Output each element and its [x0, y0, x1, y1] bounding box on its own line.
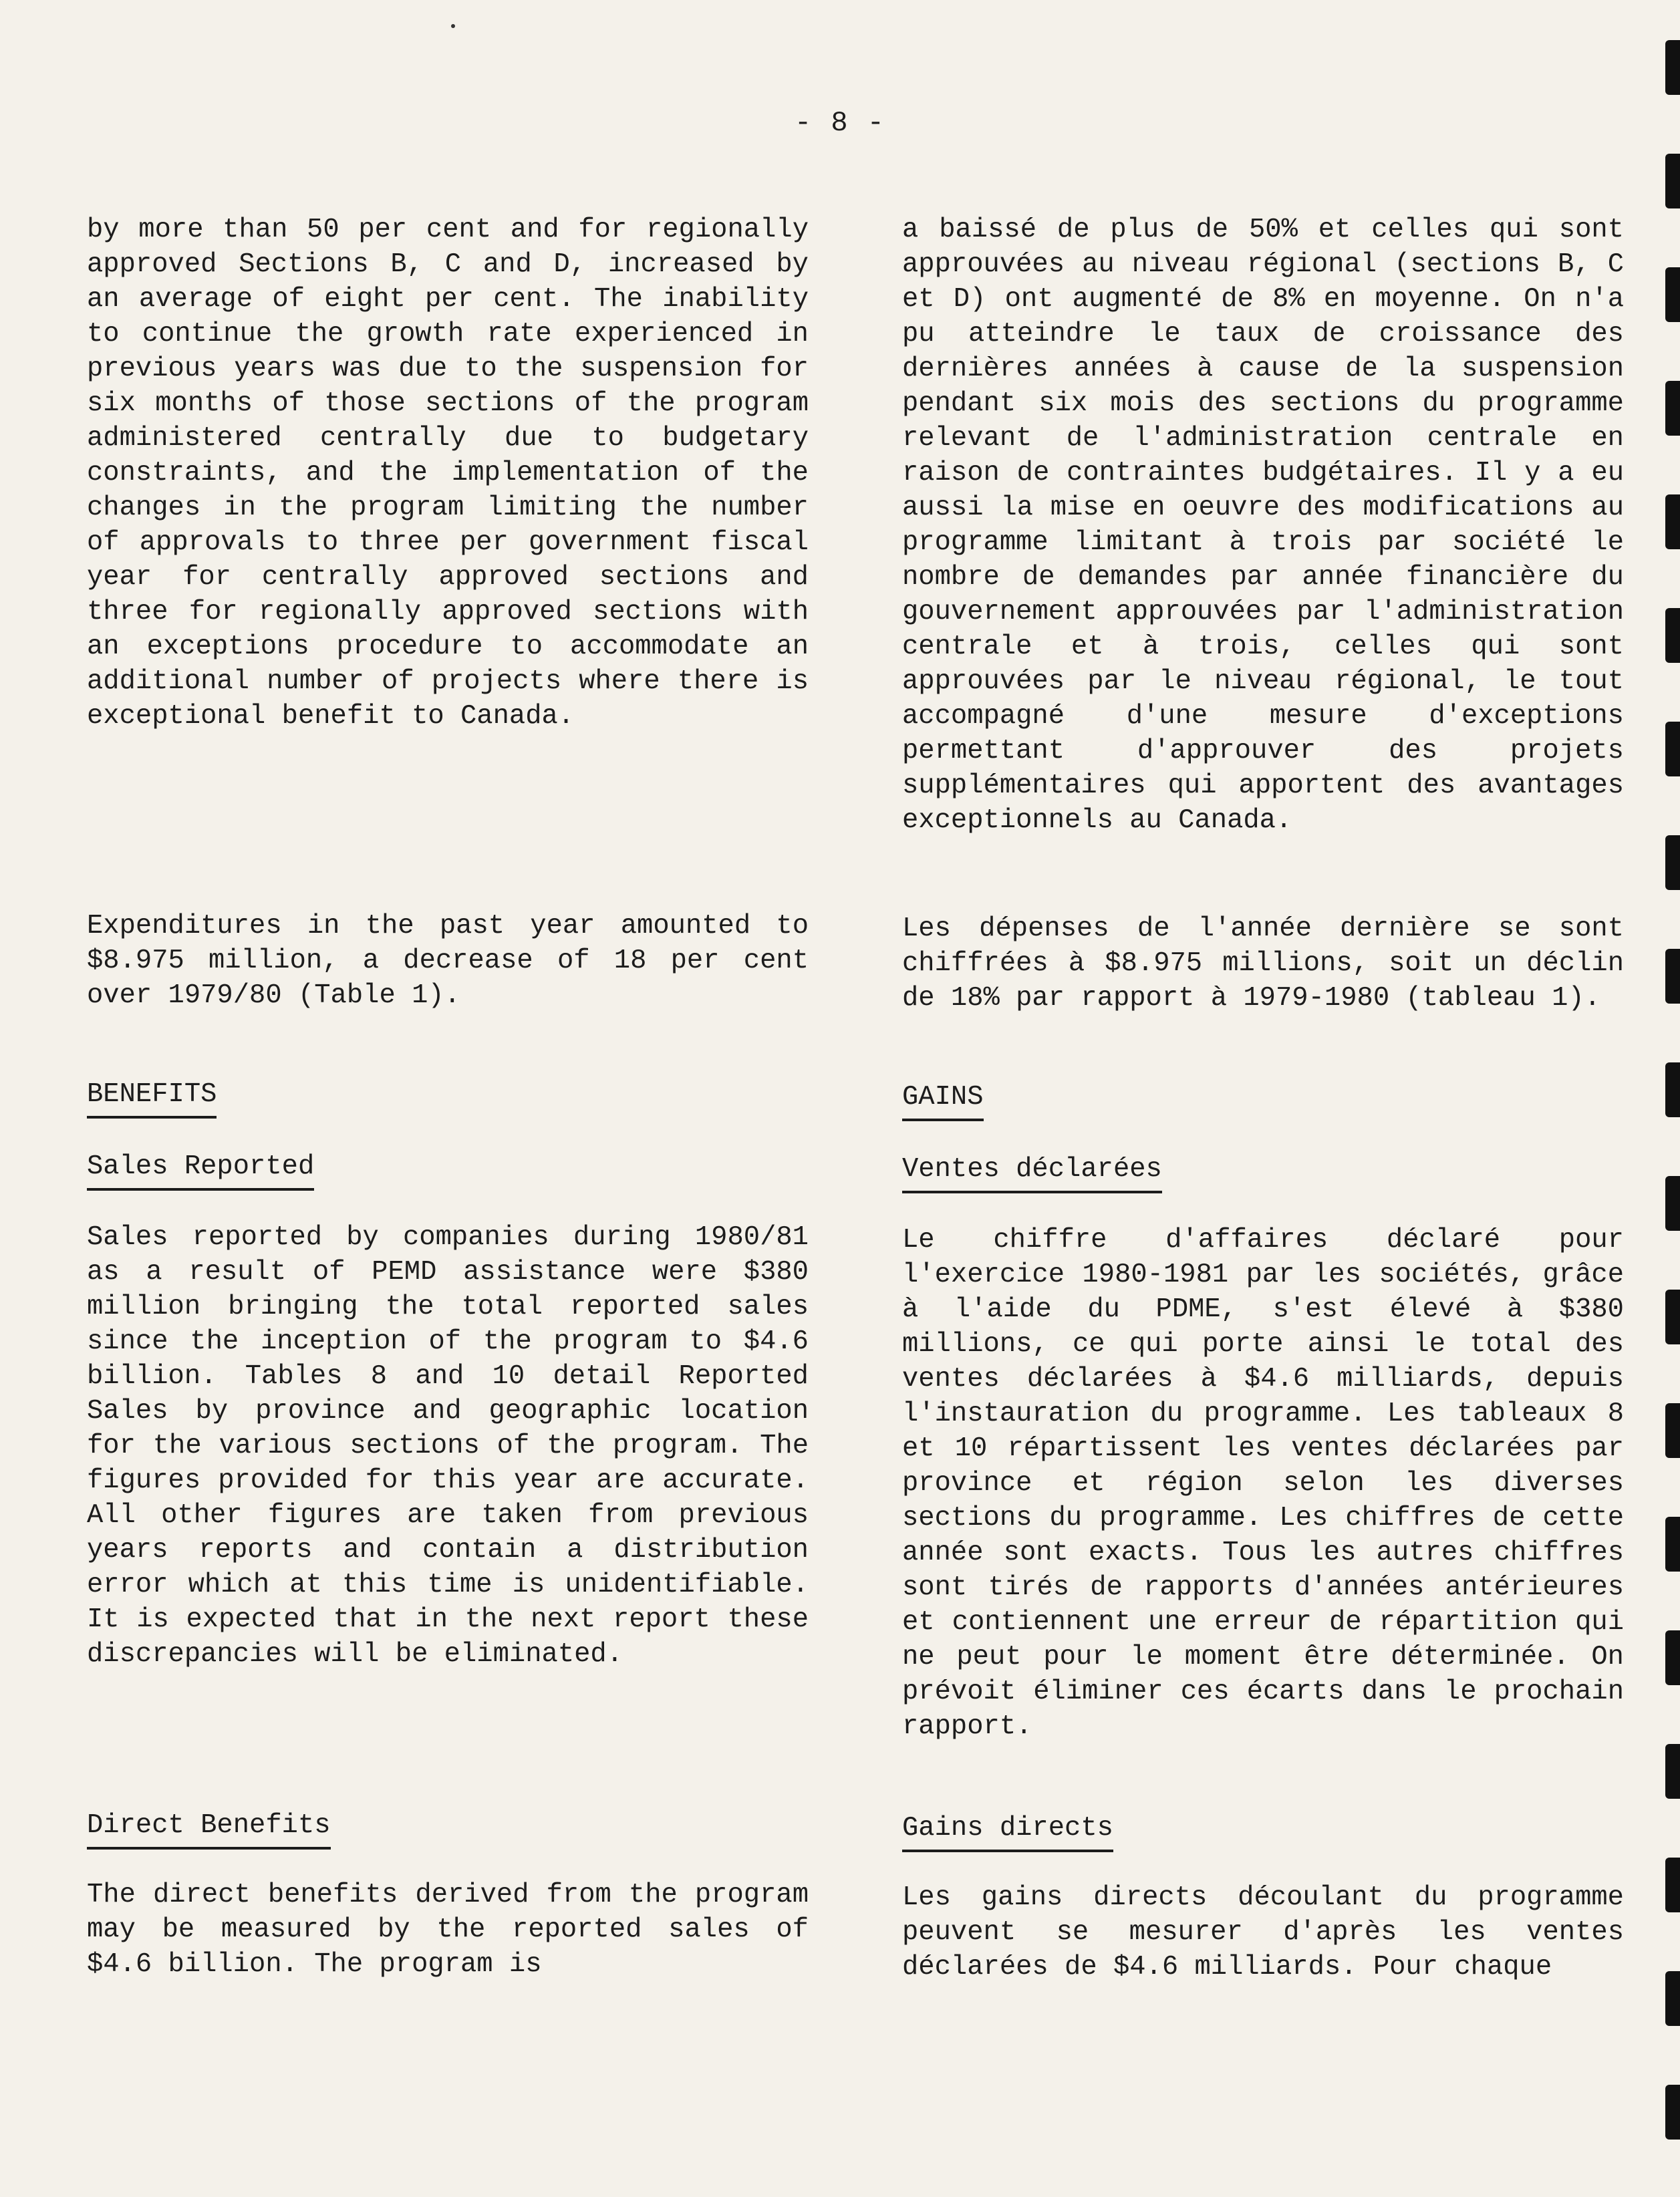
- binding-hole: [1665, 1630, 1680, 1685]
- french-gains-heading-block: [902, 1080, 1624, 1121]
- english-sales-block: [87, 1220, 809, 1672]
- english-expenditures-paragraph: Expenditures in the past year amounted to $8.975 million, a decrease of 18 per cent over 1979/80 (Table 1).: [87, 911, 809, 1011]
- benefits-heading: BENEFITS: [87, 1077, 217, 1119]
- english-sales-paragraph: Sales reported by companies during 1980/81 as a result of PEMD assistance were $380 million bringing the total reported sales since the inception of the program to $4.6 billion. Tables 8 and 10 detail Reported Sales by province and geographic location for the various sections of the program. The figures provided for this year are accurate. All other figures are taken from previous years reports and contain a distribution error which at this time is unidentifiable. It is expected that in the next report these discrepancies will be eliminated.: [87, 1222, 809, 1670]
- binding-hole: [1665, 1403, 1680, 1458]
- ventes-declarees-heading: Ventes déclarées: [902, 1152, 1162, 1193]
- french-paragraph-1-block: [902, 212, 1624, 838]
- stray-mark: [451, 24, 455, 28]
- french-sales-paragraph: Le chiffre d'affaires déclaré pour l'exercice 1980-1981 par les sociétés, grâce à l'aide du PDME, s'est élevé à $380 millions, ce qui porte ainsi le total des ventes déclarées à $4.6 milliards, depuis l'instauration du programme. Les tableaux 8 et 10 répartissent les ventes déclarées par province et région selon les diverses sections du programme. Les chiffres de cette année sont exacts. Tous les autres chiffres sont tirés de rapports d'années antérieures et contiennent une erreur de répartition qui ne peut pour le moment être déterminée. On prévoit éliminer ces écarts dans le prochain rapport.: [902, 1225, 1624, 1742]
- french-direct-heading-block: [902, 1811, 1624, 1852]
- english-direct-block: [87, 1878, 809, 1982]
- binding-hole: [1665, 949, 1680, 1004]
- french-paragraph-1: a baissé de plus de 50% et celles qui sont approuvées au niveau régional (sections B, C et D) ont augmenté de 8% en moyenne. On n'a pu atteindre le taux de croissance des dernières années à cause de la suspension pendant six mois des sections du programme relevant de l'administration centrale en raison de contraintes budgétaires. Il y a eu aussi la mise en oeuvre des modifications au programme limitant à trois par société le nombre de demandes par année financière du gouvernement approuvées par l'administration centrale et à trois, celles qui sont approuvées par le niveau régional, le tout accompagné d'une mesure d'exceptions permettant d'approuver des projets supplémentaires qui apportent des avantages exceptionnels au Canada.: [902, 214, 1624, 836]
- binding-hole: [1665, 1858, 1680, 1912]
- french-expenditures-paragraph: Les dépenses de l'année dernière se sont chiffrées à $8.975 millions, soit un déclin de 18% par rapport à 1979-1980 (tableau 1).: [902, 913, 1624, 1014]
- french-direct-paragraph: Les gains directs découlant du programme peuvent se mesurer d'après les ventes déclarées de $4.6 milliards. Pour chaque: [902, 1882, 1624, 1983]
- english-expenditures-block: [87, 909, 809, 1013]
- binding-hole: [1665, 1290, 1680, 1344]
- binding-hole: [1665, 1062, 1680, 1117]
- binding-hole: [1665, 722, 1680, 776]
- binding-edge: [1653, 0, 1680, 2197]
- binding-hole: [1665, 154, 1680, 208]
- binding-hole: [1665, 1176, 1680, 1231]
- english-paragraph-1-block: [87, 212, 809, 734]
- binding-hole: [1665, 381, 1680, 436]
- binding-hole: [1665, 494, 1680, 549]
- binding-hole: [1665, 2085, 1680, 2140]
- french-expenditures-block: [902, 911, 1624, 1016]
- binding-hole: [1665, 267, 1680, 322]
- direct-benefits-heading: Direct Benefits: [87, 1808, 331, 1850]
- binding-hole: [1665, 608, 1680, 663]
- french-sales-block: [902, 1223, 1624, 1744]
- binding-hole: [1665, 835, 1680, 890]
- binding-hole: [1665, 1744, 1680, 1799]
- gains-heading: GAINS: [902, 1080, 984, 1121]
- english-direct-heading-block: [87, 1808, 809, 1850]
- english-direct-paragraph: The direct benefits derived from the program may be measured by the reported sales of $4.6 billion. The program is: [87, 1880, 809, 1980]
- english-benefits-heading-block: [87, 1077, 809, 1119]
- binding-hole: [1665, 1517, 1680, 1572]
- french-sales-heading-block: [902, 1152, 1624, 1193]
- gains-directs-heading: Gains directs: [902, 1811, 1113, 1852]
- french-direct-block: [902, 1880, 1624, 1985]
- sales-reported-heading: Sales Reported: [87, 1149, 314, 1191]
- binding-hole: [1665, 40, 1680, 95]
- english-paragraph-1: by more than 50 per cent and for regionally approved Sections B, C and D, increased by an average of eight per cent. The inability to continue the growth rate experienced in previous years was due to the suspension for six months of those sections of the program administered centrally due to budgetary constraints, and the implementation of the changes in the program limiting the number of approvals to three per government fiscal year for centrally approved sections and three for regionally approved sections with an exceptions procedure to accommodate an additional number of projects where there is exceptional benefit to Canada.: [87, 214, 809, 732]
- page-number: - 8 -: [794, 107, 886, 139]
- english-sales-heading-block: [87, 1149, 809, 1191]
- binding-hole: [1665, 1971, 1680, 2026]
